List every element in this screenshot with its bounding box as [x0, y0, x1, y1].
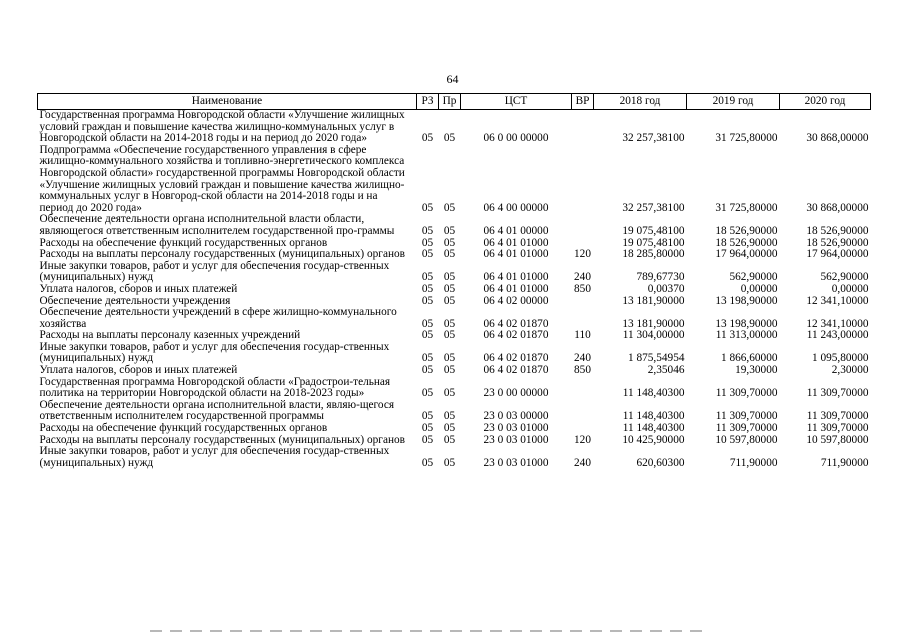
row-pr: 05 [443, 410, 456, 423]
table-row [38, 214, 871, 237]
row-value-2020: 711,90000 [820, 456, 869, 469]
row-value-2020: 30 868,00000 [806, 201, 869, 214]
row-vr [572, 110, 594, 145]
table-row [38, 284, 871, 296]
row-cst: 23 0 03 00000 [483, 410, 549, 423]
row-name: Расходы на выплаты персоналу государственных (муниципальных) органов [39, 433, 405, 446]
row-cst: 06 4 01 01000 [483, 271, 549, 284]
table-row [38, 400, 871, 423]
row-name: Уплата налогов, сборов и иных платежей [39, 282, 238, 295]
row-value-2019: 0,00000 [740, 282, 778, 295]
row-value-2020: 11 309,70000 [806, 422, 869, 435]
row-cst: 06 4 02 01870 [483, 352, 549, 365]
row-rz: 05 [421, 282, 434, 295]
row-name: Расходы на обеспечение функций государственных органов [39, 236, 328, 249]
row-rz: 05 [421, 410, 434, 423]
row-value-2018: 18 285,80000 [622, 248, 685, 261]
row-pr: 05 [443, 329, 456, 342]
row-value-2020: 11 309,70000 [806, 410, 869, 423]
row-cst: 06 4 01 00000 [483, 224, 549, 237]
row-pr: 05 [443, 352, 456, 365]
row-vr: 850 [574, 364, 591, 377]
row-pr: 05 [443, 294, 456, 307]
table-row [38, 261, 871, 284]
row-vr [572, 423, 594, 435]
table-row [38, 365, 871, 377]
row-rz: 05 [421, 132, 434, 145]
row-value-2018: 32 257,38100 [622, 201, 685, 214]
page-number: 64 [446, 72, 459, 86]
row-value-2019: 18 526,90000 [715, 236, 778, 249]
row-rz: 05 [421, 294, 434, 307]
row-vr [572, 400, 594, 423]
row-name: Обеспечение деятельности органа исполнительной власти, являю-щегося ответственным исполнителем государственной программы [39, 398, 395, 423]
row-pr: 05 [443, 271, 456, 284]
row-cst: 06 4 02 01870 [483, 364, 549, 377]
row-name: Уплата налогов, сборов и иных платежей [39, 364, 238, 377]
row-name: Обеспечение деятельности учреждения [39, 294, 231, 307]
row-cst: 23 0 00 00000 [483, 387, 549, 400]
row-value-2018: 10 425,90000 [622, 433, 685, 446]
row-pr: 05 [443, 248, 456, 261]
header-2018: 2018 год [594, 94, 687, 110]
row-pr: 05 [443, 236, 456, 249]
row-rz: 05 [421, 317, 434, 330]
row-name: Государственная программа Новгородской области «Градострои-тельная политика на территории Новгородской области на 2018-2023 годы» [39, 375, 391, 400]
row-value-2020: 1 095,80000 [812, 352, 869, 365]
row-value-2020: 12 341,10000 [806, 294, 869, 307]
row-pr: 05 [443, 364, 456, 377]
row-value-2020: 2,30000 [831, 364, 869, 377]
row-value-2020: 11 309,70000 [806, 387, 869, 400]
row-cst: 23 0 03 01000 [483, 433, 549, 446]
row-value-2019: 10 597,80000 [715, 433, 778, 446]
row-rz: 05 [421, 248, 434, 261]
row-rz: 05 [421, 387, 434, 400]
header-rz: РЗ [417, 94, 439, 110]
row-pr: 05 [443, 132, 456, 145]
row-vr [572, 377, 594, 400]
row-cst: 06 4 01 01000 [483, 236, 549, 249]
row-cst: 06 4 01 01000 [483, 282, 549, 295]
row-pr: 05 [443, 422, 456, 435]
row-value-2020: 18 526,90000 [806, 236, 869, 249]
header-2020: 2020 год [780, 94, 871, 110]
row-rz: 05 [421, 201, 434, 214]
row-value-2018: 11 148,40300 [622, 422, 685, 435]
header-2019: 2019 год [687, 94, 780, 110]
row-value-2020: 562,90000 [820, 271, 869, 284]
row-value-2019: 11 313,00000 [715, 329, 778, 342]
row-value-2019: 562,90000 [729, 271, 778, 284]
row-value-2019: 11 309,70000 [715, 387, 778, 400]
row-name: Иные закупки товаров, работ и услуг для обеспечения государ-ственных (муниципальных) нужд [39, 340, 390, 365]
row-value-2020: 10 597,80000 [806, 433, 869, 446]
table-row [38, 446, 871, 469]
row-vr [572, 214, 594, 237]
row-name: Расходы на выплаты персоналу государственных (муниципальных) органов [39, 248, 405, 261]
row-value-2019: 31 725,80000 [715, 132, 778, 145]
header-vr: ВР [572, 94, 594, 110]
row-value-2019: 1 866,60000 [721, 352, 778, 365]
row-pr: 05 [443, 282, 456, 295]
row-pr: 05 [443, 201, 456, 214]
table-header-row [38, 94, 871, 110]
row-cst: 06 4 01 01000 [483, 248, 549, 261]
row-rz: 05 [421, 224, 434, 237]
row-cst: 06 4 02 01870 [483, 329, 549, 342]
row-vr: 850 [574, 282, 591, 295]
row-vr: 240 [574, 456, 591, 469]
row-value-2019: 31 725,80000 [715, 201, 778, 214]
header-name: Наименование [38, 94, 417, 110]
row-name: Иные закупки товаров, работ и услуг для обеспечения государ-ственных (муниципальных) нужд [39, 259, 390, 284]
row-rz: 05 [421, 271, 434, 284]
row-rz: 05 [421, 422, 434, 435]
row-vr: 240 [574, 352, 591, 365]
row-value-2018: 32 257,38100 [622, 132, 685, 145]
row-value-2018: 13 181,90000 [622, 294, 685, 307]
row-rz: 05 [421, 329, 434, 342]
row-pr: 05 [443, 433, 456, 446]
header-cst: ЦСТ [461, 94, 572, 110]
row-name: Иные закупки товаров, работ и услуг для обеспечения государ-ственных (муниципальных) нужд [39, 445, 390, 469]
row-value-2018: 620,60300 [636, 456, 685, 469]
row-cst: 06 4 02 00000 [483, 294, 549, 307]
row-value-2019: 18 526,90000 [715, 224, 778, 237]
row-value-2018: 11 148,40300 [622, 410, 685, 423]
row-cst: 23 0 03 01000 [483, 422, 549, 435]
row-pr: 05 [443, 387, 456, 400]
row-vr [572, 145, 594, 215]
row-value-2020: 11 243,00000 [806, 329, 869, 342]
row-value-2018: 2,35046 [647, 364, 685, 377]
table-row [38, 307, 871, 330]
row-value-2018: 13 181,90000 [622, 317, 685, 330]
table-row [38, 249, 871, 261]
row-value-2018: 19 075,48100 [622, 236, 685, 249]
row-value-2020: 30 868,00000 [806, 132, 869, 145]
row-name: Расходы на выплаты персоналу казенных учреждений [39, 329, 301, 342]
table-row [38, 377, 871, 400]
row-value-2019: 19,30000 [735, 364, 778, 377]
row-rz: 05 [421, 364, 434, 377]
row-name: Обеспечение деятельности учреждений в сфере жилищно-коммунального хозяйства [39, 306, 397, 330]
row-value-2020: 18 526,90000 [806, 224, 869, 237]
row-rz: 05 [421, 456, 434, 469]
row-name: Расходы на обеспечение функций государственных органов [39, 422, 328, 435]
row-value-2018: 11 148,40300 [622, 387, 685, 400]
row-rz: 05 [421, 433, 434, 446]
row-value-2019: 17 964,00000 [715, 248, 778, 261]
row-cst: 23 0 03 01000 [483, 456, 549, 469]
row-cst: 06 4 00 00000 [483, 201, 549, 214]
row-vr: 110 [574, 329, 591, 342]
table-row [38, 342, 871, 365]
row-rz: 05 [421, 352, 434, 365]
table-row [38, 110, 871, 145]
row-vr: 240 [574, 271, 591, 284]
row-name: Обеспечение деятельности органа исполнительной власти области, являющегося ответственным исполнителем государственной про-граммы [39, 213, 395, 237]
row-cst: 06 4 02 01870 [483, 317, 549, 330]
row-vr: 120 [574, 433, 591, 446]
row-value-2018: 0,00370 [647, 282, 685, 295]
row-value-2019: 11 309,70000 [715, 410, 778, 423]
row-value-2018: 19 075,48100 [622, 224, 685, 237]
row-value-2019: 13 198,90000 [715, 317, 778, 330]
row-value-2019: 11 309,70000 [715, 422, 778, 435]
table-body [38, 110, 871, 470]
row-value-2020: 17 964,00000 [806, 248, 869, 261]
row-vr [572, 307, 594, 330]
row-value-2020: 12 341,10000 [806, 317, 869, 330]
row-value-2020: 0,00000 [831, 282, 869, 295]
row-value-2018: 789,67730 [636, 271, 685, 284]
scan-footer-noise [150, 630, 710, 632]
table-row [38, 423, 871, 435]
row-name: Подпрограмма «Обеспечение государственного управления в сфере жилищно-коммунального хозяйства и топливно-энергетического комплекса Новгородской области» государственной программы Новгородской области «Улучшение жилищных условий граждан и повышение качества жилищно-коммунальных услуг в Новгород-ской области на 2014-2018 годы и на период до 2020 года» [39, 143, 405, 214]
row-name: Государственная программа Новгородской области «Улучшение жилищных условий граждан и повышение качества жилищно-коммунальных услуг в Новгородской области на 2014-2018 годы и на период до 2020 года» [39, 109, 405, 145]
header-pr: Пр [439, 94, 461, 110]
row-pr: 05 [443, 224, 456, 237]
row-pr: 05 [443, 317, 456, 330]
row-pr: 05 [443, 456, 456, 469]
row-value-2019: 711,90000 [729, 456, 778, 469]
row-rz: 05 [421, 236, 434, 249]
row-cst: 06 0 00 00000 [483, 132, 549, 145]
row-value-2019: 13 198,90000 [715, 294, 778, 307]
row-vr: 120 [574, 248, 591, 261]
row-value-2018: 11 304,00000 [622, 329, 685, 342]
row-vr [572, 296, 594, 308]
row-value-2018: 1 875,54954 [628, 352, 685, 365]
table-row [38, 145, 871, 215]
budget-table [37, 93, 871, 469]
